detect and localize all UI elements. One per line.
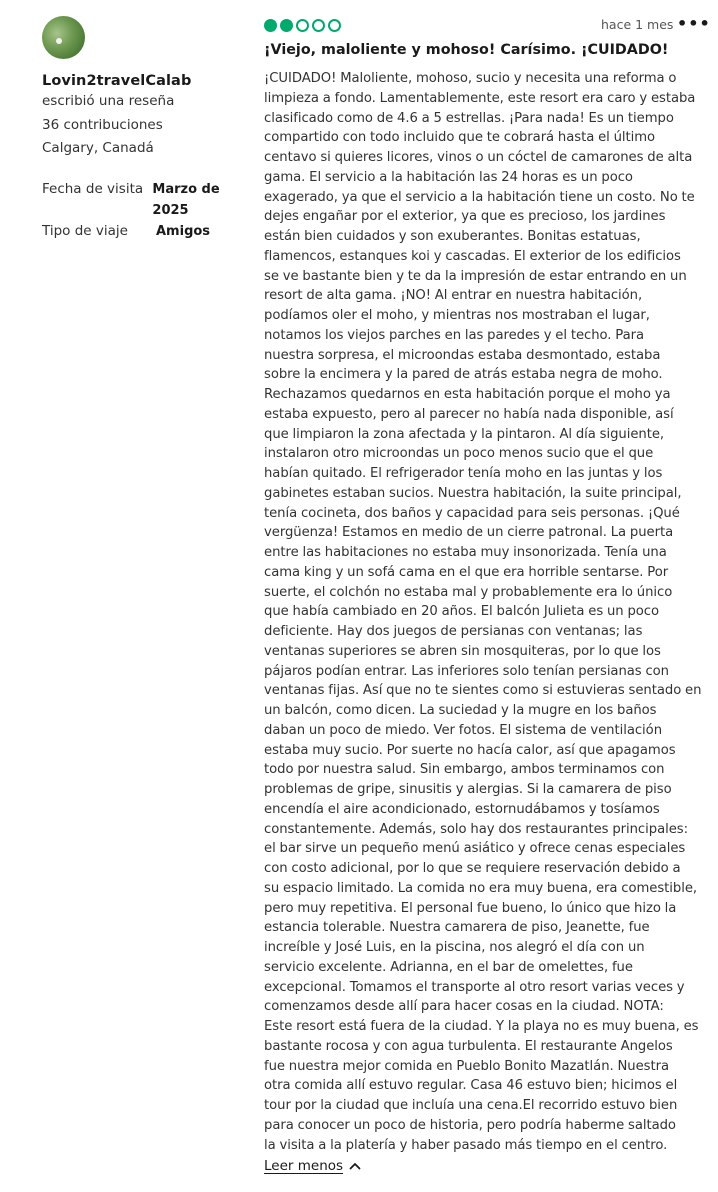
review-line: con costo adicional, por lo que se requiere reservación debido a — [264, 861, 681, 876]
review-line: sobre la encimera y la pared de atrás estaba negra de moho. — [264, 367, 663, 383]
reviewer-location: Calgary, Canadá — [42, 140, 154, 156]
review-line: pájaros podían entrar. Las inferiores solo tenían persianas con — [264, 663, 669, 679]
review-line: Rechazamos quedarnos en esta habitación porque el moho ya — [264, 387, 671, 402]
review-line: notamos los viejos parches en las paredes y el techo. Para — [264, 327, 645, 343]
read-less-button[interactable] — [264, 1158, 361, 1174]
review-line: instalaron otro microondas un poco menos sucio que el que — [264, 446, 654, 462]
review-line: constantemente. Además, solo hay dos restaurantes principales: — [264, 821, 688, 837]
reviewer-action: escribió una reseña — [42, 93, 175, 109]
review-line: problemas de gripe, sinusitis y alergias. Si la camarera de piso — [264, 782, 672, 797]
review-line: deficiente. Hay dos juegos de persianas con ventanas; las — [264, 624, 643, 639]
review-line: todo por nuestra salud. Sin embargo, ambos terminamos con — [264, 762, 665, 778]
review-line: ventanas fijas. Así que no te sientes como si estuvieras sentado en — [264, 683, 702, 699]
avatar-figure — [56, 38, 62, 44]
review-line: excepcional. Tomamos el transporte al otro resort varias veces y — [264, 979, 685, 995]
review-line: que había cambiado en 20 años. El balcón Julieta es un poco — [264, 604, 660, 620]
review-line: cama king y un sofá cama en el que era horrible sentarse. Por — [264, 564, 669, 580]
chevron-up-icon[interactable] — [349, 1162, 361, 1170]
review-line: daban un poco de miedo. Ver fotos. El sistema de ventilación — [264, 722, 663, 738]
rating-bubbles — [264, 19, 341, 32]
reviewer-contributions: 36 contribuciones — [42, 116, 163, 133]
review-line: estaba muy sucio. Por suerte no hacía calor, así que apagamos — [264, 742, 676, 758]
review-line: el bar sirve un pequeño menú asiático y ofrece cenas especiales — [264, 841, 686, 857]
trip-details — [42, 179, 257, 242]
review-line: estancia tolerable. Nuestra camarera de piso, Jeanette, fue — [264, 920, 650, 936]
review-line: compartido con todo incluido que te cobrará hasta el último — [264, 130, 656, 146]
ellipsis-icon[interactable]: ••• — [677, 14, 711, 33]
review-line: su espacio limitado. La comida no era muy buena, era comestible, — [264, 880, 698, 896]
review-line: están bien cuidados y son exuberantes. Bonitas estatuas, — [264, 229, 641, 244]
review-line: entre las habitaciones no estaba muy insonorizada. Tenía una — [264, 545, 667, 560]
review-panel — [264, 14, 711, 1175]
review-line: limpieza a fondo. Lamentablemente, este resort era caro y estaba — [264, 90, 696, 106]
review-line: gabinetes estaban sucios. Nuestra habitación, la suite principal, — [264, 485, 682, 501]
reviewer-meta — [42, 90, 257, 161]
review-line: dejes engañar por el exterior, ya que es precioso, los jardines — [264, 209, 666, 225]
review-line: pero muy repetitiva. El personal fue bueno, lo único que hizo la — [264, 900, 677, 916]
trip-row-date — [42, 179, 257, 221]
visit-date-value: Marzo de 2025 — [152, 181, 220, 218]
review-line: vergüenza! Estamos en medio de un cierre patronal. La puerta — [264, 525, 674, 541]
review-line: gama. El servicio a la habitación las 24 horas es un poco — [264, 169, 633, 185]
review-line: para conocer un poco de historia, pero podría haberme saltado — [264, 1117, 676, 1133]
review-line: podíamos oler el moho, y mientras nos mostraban el lugar, — [264, 308, 650, 323]
rating-bubble-filled — [280, 19, 293, 32]
review-line: ¡CUIDADO! Maloliente, mohoso, sucio y necesita una reforma o — [264, 71, 677, 86]
review-line: tenía cocineta, dos baños y capacidad para seis personas. ¡Qué — [264, 505, 680, 521]
review-line: tour por la ciudad que incluía una cena.El recorrido estuvo bien — [264, 1098, 678, 1113]
review-line: se ve bastante bien y te da la impresión de estar entrando en un — [264, 268, 687, 284]
review-line: suerte, el colchón no estaba mal y probablemente era lo único — [264, 584, 673, 600]
review-title[interactable]: ¡Viejo, maloliente y mohoso! Carísimo. ¡CUIDADO! — [264, 42, 669, 58]
review-line: resort de alta gama. ¡NO! Al entrar en nuestra habitación, — [264, 288, 643, 304]
reviewer-panel — [42, 16, 257, 242]
rating-bubble-empty — [312, 19, 325, 32]
trip-type-value: Amigos — [156, 223, 211, 239]
review-line: estaba expuesto, pero al parecer no había nada disponible, así — [264, 406, 674, 422]
rating-bubble-empty — [328, 19, 341, 32]
review-line: Este resort está fuera de la ciudad. Y la playa no es muy buena, es — [264, 1019, 699, 1034]
review-line: clasificado como de 4.6 a 5 estrellas. ¡Para nada! Es un tiempo — [264, 110, 674, 126]
read-less-label[interactable]: Leer menos — [264, 1158, 344, 1175]
review-line: la visita a la platería y haber pasado más tiempo en el centro. — [264, 1137, 668, 1153]
review-line: un balcón, como dicen. La suciedad y la mugre en los baños — [264, 703, 657, 718]
review-line: comenzamos desde allí para hacer cosas en la ciudad. NOTA: — [264, 999, 664, 1015]
review-line: ventanas superiores se abren sin mosquiteras, por lo que los — [264, 643, 661, 659]
review-line: servicio excelente. Adrianna, en el bar de omelettes, fue — [264, 959, 633, 975]
visit-date-label: Fecha de visita — [42, 180, 144, 197]
review-line: encendía el aire acondicionado, estornudábamos y tosíamos — [264, 801, 660, 817]
review-line: fue nuestra mejor comida en Pueblo Bonito Mazatlán. Nuestra — [264, 1058, 670, 1074]
review-date: hace 1 mes — [601, 17, 674, 32]
rating-bubble-empty — [296, 19, 309, 32]
review-line: centavo si quieres licores, vinos o un cóctel de camarones de alta — [264, 150, 693, 165]
review-body — [264, 69, 704, 1155]
rating-bubble-filled — [264, 19, 277, 32]
reviewer-name[interactable]: Lovin2travelCalab — [42, 73, 192, 89]
review-line: flamencos, estanques koi y cascadas. El exterior de los edificios — [264, 248, 681, 264]
review-line: nuestra sorpresa, el microondas estaba desmontado, estaba — [264, 347, 661, 363]
review-line: bastante rocosa y con agua turbulenta. El restaurante Angelos — [264, 1038, 673, 1054]
review-line: exagerado, ya que el servicio a la habitación tiene un costo. No te — [264, 189, 695, 205]
trip-row-type — [42, 221, 257, 242]
review-line: habían quitado. El refrigerador tenía moho en las juntas y los — [264, 466, 663, 481]
review-line: increíble y José Luis, en la piscina, nos alegró el día con un — [264, 940, 645, 955]
review-line: que limpiaron la zona afectada y la pintaron. Al día siguiente, — [264, 426, 665, 442]
trip-type-label: Tipo de viaje — [42, 222, 128, 239]
avatar[interactable] — [42, 16, 85, 59]
review-line: otra comida allí estuvo regular. Casa 46 estuvo bien; hicimos el — [264, 1078, 678, 1094]
